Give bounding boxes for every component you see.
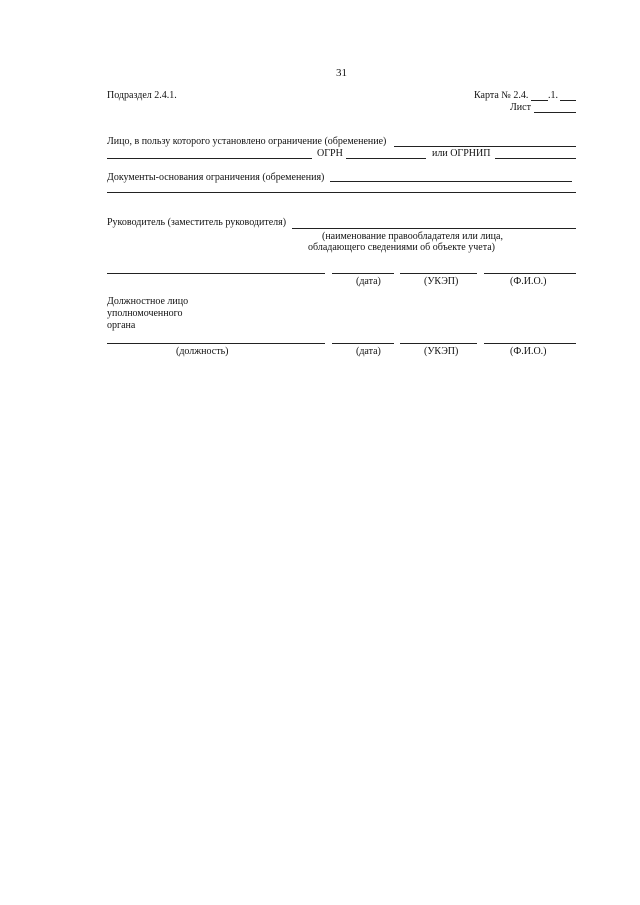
ogrn-field[interactable]: [346, 158, 426, 159]
head-fio-caption: (Ф.И.О.): [510, 276, 547, 287]
sheet-label: Лист: [510, 102, 531, 113]
card-number-separator: .1.: [548, 90, 558, 101]
head-field[interactable]: [292, 228, 576, 229]
official-label-line2: уполномоченного: [107, 308, 183, 319]
official-ukep-field[interactable]: [400, 343, 477, 344]
beneficiary-field-continued[interactable]: [107, 158, 312, 159]
sheet-number-blank[interactable]: [534, 112, 576, 113]
ogrnip-field[interactable]: [495, 158, 576, 159]
documents-label: Документы-основания ограничения (обременения): [107, 172, 325, 183]
ogrn-label: ОГРН: [317, 148, 343, 159]
beneficiary-field[interactable]: [394, 146, 576, 147]
head-caption-line2: обладающего сведениями об объекте учета): [308, 242, 495, 253]
official-label-line3: органа: [107, 320, 136, 331]
head-date-caption: (дата): [356, 276, 381, 287]
official-fio-field[interactable]: [484, 343, 576, 344]
ogrnip-label: или ОГРНИП: [432, 148, 491, 159]
card-number-label: Карта № 2.4.: [474, 90, 529, 101]
card-number-blank-1[interactable]: [531, 100, 548, 101]
beneficiary-label: Лицо, в пользу которого установлено ограничение (обременение): [107, 136, 387, 147]
head-ukep-field[interactable]: [400, 273, 477, 274]
documents-field-continued[interactable]: [107, 192, 576, 193]
head-position-field[interactable]: [107, 273, 325, 274]
official-position-caption: (должность): [176, 346, 229, 357]
page-number: 31: [336, 67, 347, 79]
official-position-field[interactable]: [107, 343, 325, 344]
head-date-field[interactable]: [332, 273, 394, 274]
official-fio-caption: (Ф.И.О.): [510, 346, 547, 357]
card-number-blank-2[interactable]: [560, 100, 576, 101]
head-label: Руководитель (заместитель руководителя): [107, 217, 287, 228]
head-ukep-caption: (УКЭП): [424, 276, 459, 287]
official-date-caption: (дата): [356, 346, 381, 357]
documents-field[interactable]: [330, 181, 572, 182]
head-fio-field[interactable]: [484, 273, 576, 274]
official-ukep-caption: (УКЭП): [424, 346, 459, 357]
official-date-field[interactable]: [332, 343, 394, 344]
head-caption-line1: (наименование правообладателя или лица,: [322, 231, 503, 242]
official-label-line1: Должностное лицо: [107, 296, 189, 307]
subsection-label: Подраздел 2.4.1.: [107, 90, 177, 101]
